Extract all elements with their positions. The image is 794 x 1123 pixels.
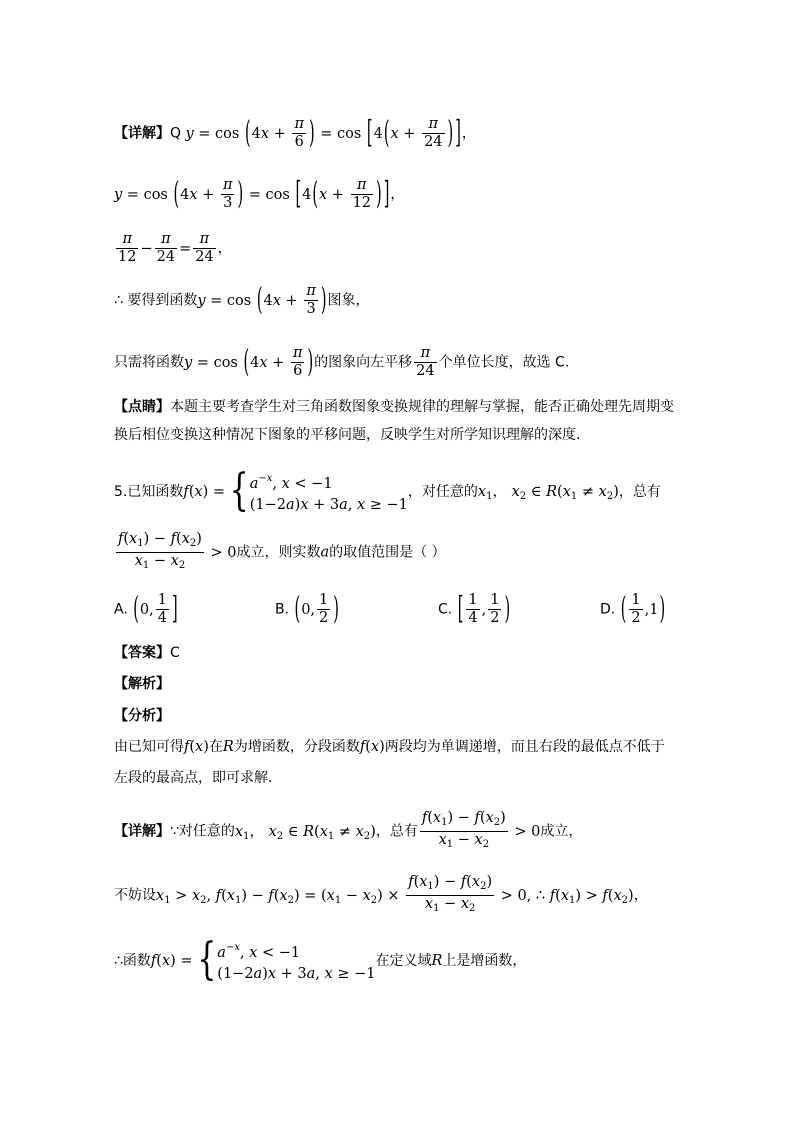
- option-letter: A.: [114, 601, 128, 618]
- set-R: R: [222, 739, 234, 755]
- text: 图象，: [327, 292, 370, 309]
- numerator: 1: [631, 592, 641, 608]
- detail-label: 【详解】: [114, 125, 170, 142]
- text: 个单位长度，故选 C.: [438, 354, 570, 371]
- text: 由已知可得: [114, 739, 184, 755]
- fenxi-line-2: [114, 768, 272, 788]
- numerator: 1: [490, 592, 500, 608]
- formula-difference: $\frac{\pi}{12}$ − $\frac{\pi}{24}$ = $\frac{\pi}{24}$: [118, 231, 214, 265]
- fx: f(x): [359, 739, 385, 755]
- option-letter: C.: [438, 601, 453, 618]
- question-5-line-1: [114, 465, 661, 517]
- comment-label: 【点睛】: [114, 399, 170, 415]
- question-5-line-2: [114, 531, 446, 574]
- detail-line-4: [114, 283, 370, 318]
- variable-a: a: [320, 544, 330, 561]
- text: 成立，则实数: [236, 544, 321, 561]
- option-c[interactable]: [438, 592, 511, 627]
- detail2-line-3: [114, 934, 527, 986]
- detail-line-2: [114, 177, 404, 212]
- text: 的图象向左平移: [314, 354, 413, 371]
- text: 本题主要考查学生对三角函数图象变换规律的理解与掌握，能否正确处理先周期变: [170, 399, 674, 415]
- numerator: 1: [319, 592, 329, 608]
- text: 为增函数，分段函数: [233, 739, 360, 755]
- detail-label: 【详解】: [114, 823, 170, 840]
- denominator: 4: [157, 610, 167, 626]
- x1-x2: $x_1$， $x_2$ ∈ $R(x_1 \ne x_2)$: [477, 484, 619, 502]
- interval: ( $\frac{1}{2}$ ,1): [620, 592, 666, 627]
- comma: ，: [217, 240, 232, 257]
- difference-quotient: $\frac{f(x_1) - f(x_2)}{x_1 - x_2}$ > 0: [421, 810, 541, 850]
- answer-value: C: [170, 645, 180, 661]
- text: 上是增函数，: [442, 953, 527, 969]
- text: ，对任意的: [407, 484, 478, 500]
- fenxi-label-line: [114, 706, 170, 726]
- comma: ，: [390, 186, 405, 203]
- text: ，总有: [618, 484, 661, 500]
- fenxi-label: 【分析】: [114, 708, 170, 724]
- text: 成立，: [540, 823, 583, 840]
- text: ∵对任意的: [170, 823, 235, 840]
- formula-y-cos-pi6: y = cos (4x + $\frac{\pi}{6}$ ) = cos [4(x + $\frac{\pi}{24}$ ) ]: [185, 116, 461, 151]
- text: ，总有: [375, 823, 418, 840]
- inequality-chain: $x_1 > x_2$, $f(x_1) - f(x_2) = (x_1 - x_2)$ × $\frac{f(x_1) - f(x_2)}{x_1 - x_2}$ > 0, ∴ $f(x_1) > f(x_2)$: [156, 874, 634, 914]
- text: 换后相位变换这种情况下图象的平移问题，反映学生对所学知识理解的深度.: [114, 427, 581, 443]
- left-endpoint: 0: [301, 601, 311, 618]
- text: ∴ 要得到函数: [114, 292, 198, 309]
- denominator: 2: [631, 610, 641, 626]
- denominator: 4: [468, 610, 478, 626]
- interval: (0, $\frac{1}{4}$ ]: [133, 592, 178, 627]
- right-endpoint: 1: [649, 601, 659, 618]
- piecewise-function: f(x) = { $a^{-x}$, x < −1 (1−2a)x + 3a, x ≥ −1: [150, 934, 376, 986]
- comment-line-2: [114, 425, 580, 445]
- denominator: 2: [490, 610, 500, 626]
- formula-y-cos-pi3: y = cos (4x + $\frac{\pi}{3}$ ) = cos [4(x + $\frac{\pi}{12}$ ) ]: [114, 177, 390, 212]
- x1-x2: $x_1$， $x_2$ ∈ $R(x_1 \ne x_2)$: [234, 823, 376, 842]
- set-R: R: [431, 953, 443, 969]
- analysis-label: 【解析】: [114, 676, 170, 692]
- detail-line-3: [114, 231, 232, 266]
- piecewise-function: f(x) = { $a^{-x}$, x < −1 (1−2a)x + 3a, x ≥ −1: [183, 465, 408, 517]
- shift-fraction: $\frac{\pi}{24}$: [416, 345, 435, 379]
- interval: [ $\frac{1}{4}$ , $\frac{1}{2}$ ): [457, 592, 511, 627]
- formula-source: y = cos (4x + $\frac{\pi}{6}$ ): [184, 345, 314, 380]
- comment-line-1: [114, 397, 674, 417]
- numerator: 1: [157, 592, 167, 608]
- option-letter: B.: [275, 601, 290, 618]
- option-d[interactable]: [600, 592, 666, 627]
- numerator: 1: [468, 592, 478, 608]
- interval: (0, $\frac{1}{2}$ ): [294, 592, 339, 627]
- left-endpoint: 0: [139, 601, 150, 618]
- formula-target: y = cos (4x + $\frac{\pi}{3}$ ): [197, 283, 327, 318]
- text: 在: [208, 739, 223, 755]
- option-letter: D.: [600, 601, 616, 618]
- because-symbol: Q: [170, 125, 182, 142]
- denominator: 2: [319, 610, 329, 626]
- option-b[interactable]: [275, 592, 340, 627]
- fx: f(x): [184, 739, 209, 755]
- detail2-line-2: [114, 874, 648, 917]
- text: 只需将函数: [114, 354, 184, 371]
- analysis-line: [114, 674, 170, 694]
- detail2-line-1: [114, 810, 582, 853]
- text: 的取值范围是（ ）: [329, 544, 446, 561]
- difference-quotient: $\frac{f(x_1) - f(x_2)}{x_1 - x_2}$ > 0: [118, 531, 237, 571]
- text: ∴函数: [114, 953, 151, 969]
- text: 两段均为单调递增，而且右段的最低点不低于: [384, 739, 665, 755]
- text: ，: [633, 887, 648, 904]
- text: 不妨设: [114, 887, 156, 904]
- answer-line: [114, 643, 180, 663]
- text: 在定义域: [375, 953, 432, 969]
- text: 左段的最高点，即可求解.: [114, 770, 273, 786]
- detail-line-5: [114, 345, 569, 380]
- answer-label: 【答案】: [114, 645, 170, 661]
- detail-line-1: [114, 116, 476, 151]
- fenxi-line-1: [114, 737, 665, 757]
- option-a[interactable]: [114, 592, 179, 627]
- comma: ，: [461, 125, 476, 142]
- question-number: 5.已知函数: [114, 484, 184, 500]
